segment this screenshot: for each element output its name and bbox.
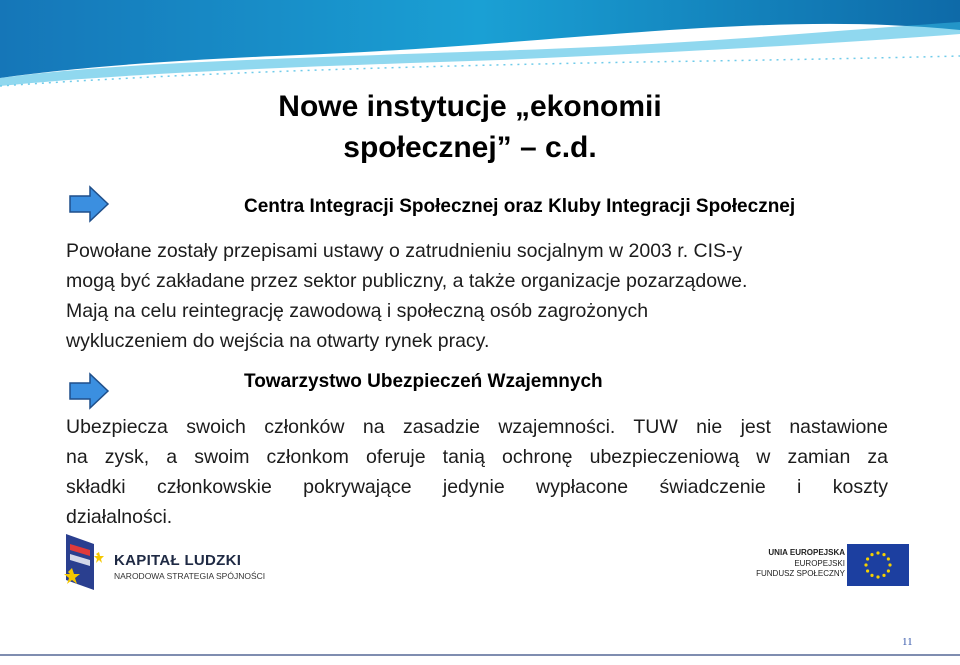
eu-line-3: FUNDUSZ SPOŁECZNY <box>756 569 845 578</box>
kapital-ludzki-logo <box>30 528 308 623</box>
page-number: 11 <box>902 636 913 648</box>
body-line: na zysk, a swoim członkom oferuje tanią ochronę ubezpieczeniową w zamian za <box>66 446 888 468</box>
kapital-ludzki-title: KAPITAŁ LUDZKI <box>114 552 242 569</box>
page-title <box>240 86 700 168</box>
title-line-1: Nowe instytucje „ekonomii <box>278 90 662 123</box>
title-line-2: społecznej” – c.d. <box>343 131 597 164</box>
body-line: Mają na celu reintegrację zawodową i społeczną osób zagrożonych <box>66 300 649 322</box>
body-line: Powołane zostały przepisami ustawy o zatrudnieniu socjalnym w 2003 r. CIS-y <box>66 240 743 262</box>
kapital-ludzki-subtitle: NARODOWA STRATEGIA SPÓJNOŚCI <box>114 571 266 581</box>
arrow-right-icon <box>68 185 110 223</box>
section-body-cis <box>66 236 888 356</box>
body-line: składki członkowskie pokrywające jedynie wypłacone świadczenie i koszty <box>66 476 888 498</box>
section-heading-cis: Centra Integracji Społecznej oraz Kluby Integracji Społecznej <box>244 196 796 217</box>
eu-flag-icon <box>847 544 909 586</box>
arrow-right-icon <box>68 372 110 410</box>
kapital-ludzki-emblem-icon <box>60 532 110 594</box>
section-body-tuw <box>66 412 888 532</box>
body-line: wykluczeniem do wejścia na otwarty rynek pracy. <box>66 330 490 352</box>
eu-line-1: UNIA EUROPEJSKA <box>768 548 845 557</box>
body-line: Ubezpiecza swoich członków na zasadzie wzajemności. TUW nie jest nastawione <box>66 416 888 438</box>
footer-divider <box>0 654 960 656</box>
body-line: mogą być zakładane przez sektor publiczny, a także organizacje pozarządowe. <box>66 270 748 292</box>
body-line: działalności. <box>66 506 173 528</box>
eu-line-2: EUROPEJSKI <box>794 559 845 568</box>
header-banner <box>0 0 960 95</box>
section-heading-tuw: Towarzystwo Ubezpieczeń Wzajemnych <box>244 371 603 392</box>
eu-fund-logo <box>705 530 945 622</box>
